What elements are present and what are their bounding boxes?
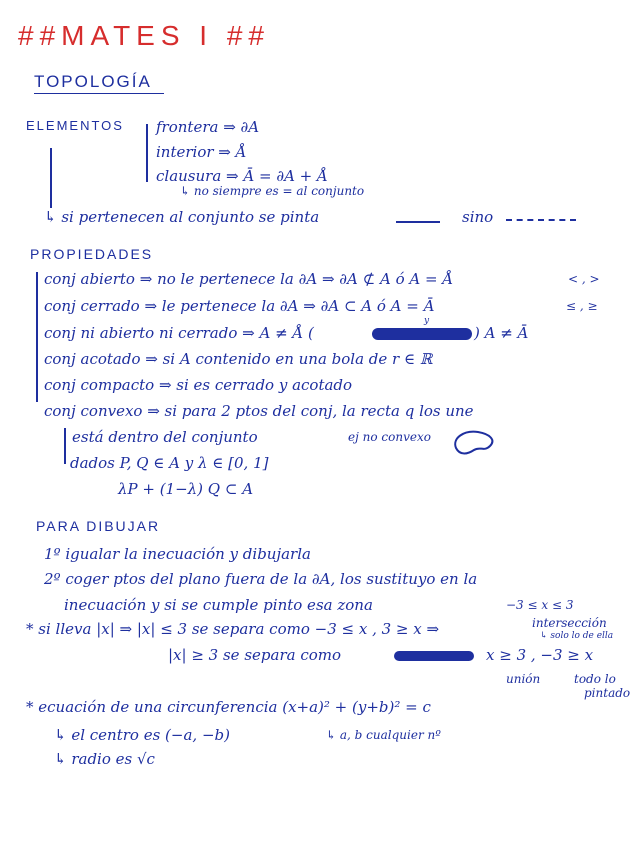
step-1: 1º igualar la inecuación y dibujarla: [44, 545, 311, 563]
circunferencia-line: * ecuación de una circunferencia (x+a)² + (y+b)² = c: [26, 698, 431, 716]
non-convex-shape-icon: [450, 426, 500, 460]
page-title: ##MATES I ##: [18, 20, 271, 51]
interseccion-note: ↳ solo lo de ella: [540, 631, 614, 641]
pertenecen-line: ↳ si pertenecen al conjunto se pinta: [44, 208, 320, 226]
any-ab-note: ↳ a, b cualquier nº: [326, 728, 441, 742]
union-label: unión: [506, 672, 541, 686]
convexo-example-label: ej no convexo: [348, 430, 431, 444]
convexo-brace: [64, 428, 66, 464]
radio-line: ↳ radio es √c: [54, 750, 155, 768]
ni-abierto-y: y: [424, 316, 430, 326]
abs-le-line: * si lleva |x| ⇒ |x| ≤ 3 se separa como −3 ≤ x , 3 ≥ x ⇒: [26, 620, 440, 638]
elementos-vertical: [50, 148, 52, 208]
solid-line-sample: [396, 221, 440, 223]
convexo-line-2: está dentro del conjunto: [72, 428, 258, 446]
centro-line: ↳ el centro es (−a, −b): [54, 726, 230, 744]
elementos-brace: [146, 124, 148, 182]
cerrado-line: conj cerrado ⇒ le pertenece la ∂A ⇒ ∂A ⊂ A ó A = Ā: [44, 297, 435, 315]
abierto-line: conj abierto ⇒ no le pertenece la ∂A ⇒ ∂A ⊄ A ó A = Å: [44, 270, 454, 288]
clausura-note: ↳ no siempre es = al conjunto: [180, 184, 365, 198]
step-2b: inecuación y si se cumple pinto esa zona: [64, 596, 373, 614]
todo-lo-label: todo lo: [574, 672, 616, 686]
convexo-line: conj convexo ⇒ si para 2 ptos del conj, la recta q los une: [44, 402, 474, 420]
elementos-label: ELEMENTOS: [26, 118, 124, 133]
section-heading-topologia: TOPOLOGÍA: [34, 72, 152, 91]
interior-line: interior ⇒ Å: [156, 143, 247, 161]
dados-line: dados P, Q ∈ A y λ ∈ [0, 1]: [70, 454, 269, 472]
heading-underline: [34, 93, 164, 94]
cerrado-signs: ≤ , ≥: [566, 299, 598, 313]
scribble-out: [372, 328, 472, 340]
step-2: 2º coger ptos del plano fuera de la ∂A, los sustituyo en la: [44, 570, 478, 588]
compacto-line: conj compacto ⇒ si es cerrado y acotado: [44, 376, 353, 394]
ni-abierto-end: ) A ≠ Ā: [474, 324, 529, 342]
scribble-out-2: [394, 651, 474, 661]
dashed-line-sample: [506, 219, 576, 221]
acotado-line: conj acotado ⇒ si A contenido en una bola de r ∈ ℝ: [44, 350, 433, 368]
para-dibujar-label: PARA DIBUJAR: [36, 518, 161, 534]
frontera-line: frontera ⇒ ∂A: [156, 118, 260, 136]
abierto-signs: < , >: [568, 272, 600, 286]
convexo-formula: λP + (1−λ) Q ⊂ A: [118, 480, 254, 498]
abs-ge-result: x ≥ 3 , −3 ≥ x: [486, 646, 594, 664]
pintado-label: pintado: [584, 686, 631, 700]
clausura-line: clausura ⇒ Ā = ∂A + Å: [156, 167, 328, 185]
ni-abierto-line: conj ni abierto ni cerrado ⇒ A ≠ Å (: [44, 324, 314, 342]
sino-label: sino: [462, 208, 494, 226]
propiedades-brace: [36, 272, 38, 402]
propiedades-label: PROPIEDADES: [30, 246, 154, 262]
abs-ge-line: |x| ≥ 3 se separa como: [168, 646, 342, 664]
range-example: −3 ≤ x ≤ 3: [506, 598, 574, 612]
interseccion-label: intersección: [532, 616, 607, 630]
